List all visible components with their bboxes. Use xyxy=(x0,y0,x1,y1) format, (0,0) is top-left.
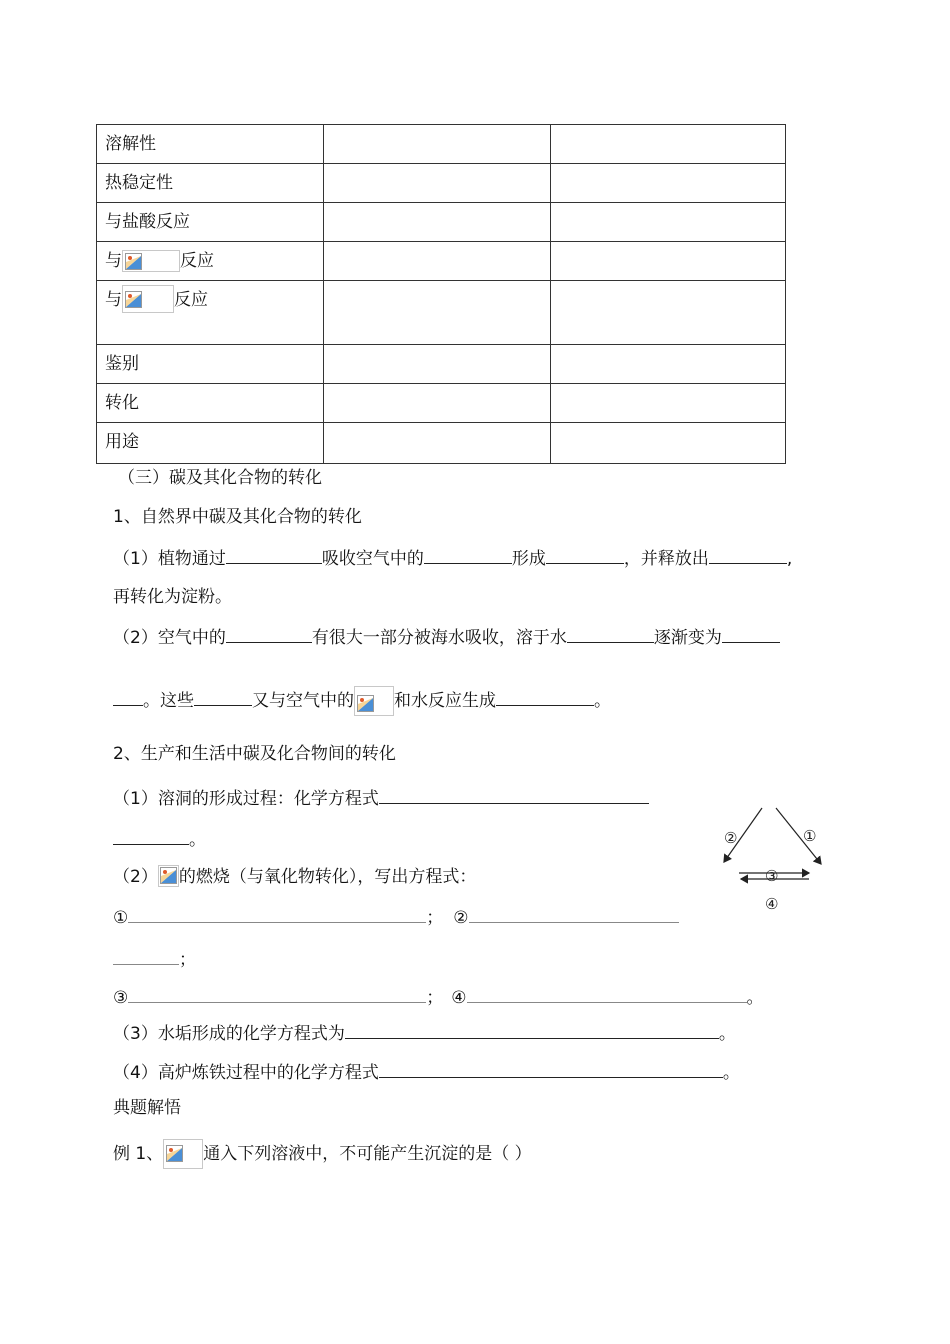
answer-blank[interactable] xyxy=(467,986,747,1003)
table-cell xyxy=(324,423,551,464)
circled-number: ④ xyxy=(451,988,467,1008)
paragraph-1 xyxy=(113,547,792,568)
heading-production-conversion: 2、生产和生活中碳及化合物间的转化 xyxy=(113,744,396,764)
table-cell xyxy=(324,164,551,203)
row-label-post: 反应 xyxy=(174,290,208,310)
text: 和水反应生成 xyxy=(394,691,496,711)
text: 例 1、 xyxy=(113,1144,164,1164)
answer-blank[interactable] xyxy=(379,787,649,804)
table-cell xyxy=(324,203,551,242)
diagram-label-2: ② xyxy=(724,829,738,847)
table-row xyxy=(97,384,786,423)
text: 。 xyxy=(718,1024,736,1044)
heading-example-analysis: 典题解悟 xyxy=(113,1098,181,1118)
table-cell xyxy=(551,125,786,164)
formula-image-icon xyxy=(158,865,179,887)
circled-number: ③ xyxy=(113,988,129,1008)
answer-blank[interactable] xyxy=(469,906,679,923)
question-4 xyxy=(113,1061,740,1082)
table-row xyxy=(97,203,786,242)
answer-blank[interactable] xyxy=(496,689,594,706)
text: （4）高炉炼铁过程中的化学方程式 xyxy=(113,1063,379,1083)
properties-table xyxy=(96,124,786,464)
formula-image-icon xyxy=(354,686,394,716)
text: 逐渐变为 xyxy=(653,628,722,648)
text: 。 xyxy=(746,988,764,1008)
row-label: 溶解性 xyxy=(97,125,324,164)
table-row xyxy=(97,423,786,464)
text: 又与空气中的 xyxy=(252,691,354,711)
diagram-label-1: ① xyxy=(803,827,817,845)
formula-image-icon xyxy=(163,1139,203,1169)
text: （2）空气中的 xyxy=(113,628,226,648)
table-cell xyxy=(551,423,786,464)
paragraph-1-continued: 再转化为淀粉。 xyxy=(113,587,232,607)
table-cell xyxy=(551,242,786,281)
question-1 xyxy=(113,787,649,808)
text: 的燃烧（与氧化物转化），写出方程式： xyxy=(178,867,477,887)
paragraph-2 xyxy=(113,626,780,647)
row-label: 转化 xyxy=(97,384,324,423)
table-cell xyxy=(324,345,551,384)
text: 吸收空气中的 xyxy=(321,549,424,569)
circled-number: ② xyxy=(453,908,469,928)
answer-blank[interactable] xyxy=(194,689,252,706)
section-title: （三）碳及其化合物的转化 xyxy=(118,468,322,488)
equations-line-1 xyxy=(113,906,679,927)
table-cell xyxy=(324,281,551,345)
heading-nature-conversion: 1、自然界中碳及其化合物的转化 xyxy=(113,507,362,527)
text: ； xyxy=(426,988,444,1008)
row-label: 热稳定性 xyxy=(97,164,324,203)
answer-blank[interactable] xyxy=(709,547,787,564)
text: （1）溶洞的形成过程：化学方程式 xyxy=(113,789,379,809)
answer-blank[interactable] xyxy=(128,906,426,923)
answer-blank[interactable] xyxy=(113,689,143,706)
row-label-pre: 与 xyxy=(105,290,122,310)
text: 有很大一部分被海水吸收，溶于水 xyxy=(311,628,567,648)
text: 。这些 xyxy=(143,691,194,711)
text: （2） xyxy=(113,867,158,887)
table-row xyxy=(97,164,786,203)
answer-blank[interactable] xyxy=(567,626,654,643)
table-row xyxy=(97,125,786,164)
text: ； xyxy=(426,908,444,928)
text: 形成 xyxy=(511,549,546,569)
row-label: 用途 xyxy=(97,423,324,464)
table-cell xyxy=(551,203,786,242)
question-3 xyxy=(113,1022,736,1043)
equations-line-1-continued xyxy=(113,948,196,969)
formula-image-icon xyxy=(122,250,180,272)
conversion-diagram xyxy=(715,800,835,920)
row-label xyxy=(97,242,324,281)
text: , xyxy=(786,549,793,569)
answer-blank[interactable] xyxy=(113,948,179,965)
text: ，并释放出 xyxy=(623,549,709,569)
diagram-label-4: ④ xyxy=(765,895,779,913)
row-label xyxy=(97,281,324,345)
table-row xyxy=(97,281,786,345)
answer-blank[interactable] xyxy=(226,626,312,643)
answer-blank[interactable] xyxy=(226,547,322,564)
text: 。 xyxy=(189,830,206,850)
answer-blank[interactable] xyxy=(113,828,189,845)
diagram-label-3: ③ xyxy=(765,867,779,885)
text: （1）植物通过 xyxy=(113,549,226,569)
table-cell xyxy=(551,384,786,423)
text: 。 xyxy=(722,1063,740,1083)
question-2 xyxy=(113,865,476,887)
question-1-continued xyxy=(113,828,206,849)
example-1 xyxy=(113,1139,532,1169)
answer-blank[interactable] xyxy=(424,547,512,564)
text: （3）水垢形成的化学方程式为 xyxy=(113,1024,345,1044)
table-cell xyxy=(324,242,551,281)
formula-image-icon xyxy=(122,283,174,311)
row-label-pre: 与 xyxy=(105,251,122,271)
table-row xyxy=(97,345,786,384)
row-label: 鉴别 xyxy=(97,345,324,384)
text: 通入下列溶液中，不可能产生沉淀的是（ ） xyxy=(203,1144,532,1164)
text: 。 xyxy=(594,691,611,711)
answer-blank[interactable] xyxy=(345,1022,719,1039)
answer-blank[interactable] xyxy=(128,986,426,1003)
table-cell xyxy=(551,345,786,384)
row-label: 与盐酸反应 xyxy=(97,203,324,242)
circled-number: ① xyxy=(113,908,129,928)
equations-line-2 xyxy=(113,986,764,1007)
table-row xyxy=(97,242,786,281)
answer-blank[interactable] xyxy=(722,626,780,643)
table-cell xyxy=(551,281,786,345)
answer-blank[interactable] xyxy=(379,1061,723,1078)
table-cell xyxy=(324,384,551,423)
table-cell xyxy=(551,164,786,203)
paragraph-2-continued xyxy=(113,686,611,716)
table-cell xyxy=(324,125,551,164)
row-label-post: 反应 xyxy=(180,251,214,271)
text: ； xyxy=(179,950,196,970)
answer-blank[interactable] xyxy=(546,547,624,564)
